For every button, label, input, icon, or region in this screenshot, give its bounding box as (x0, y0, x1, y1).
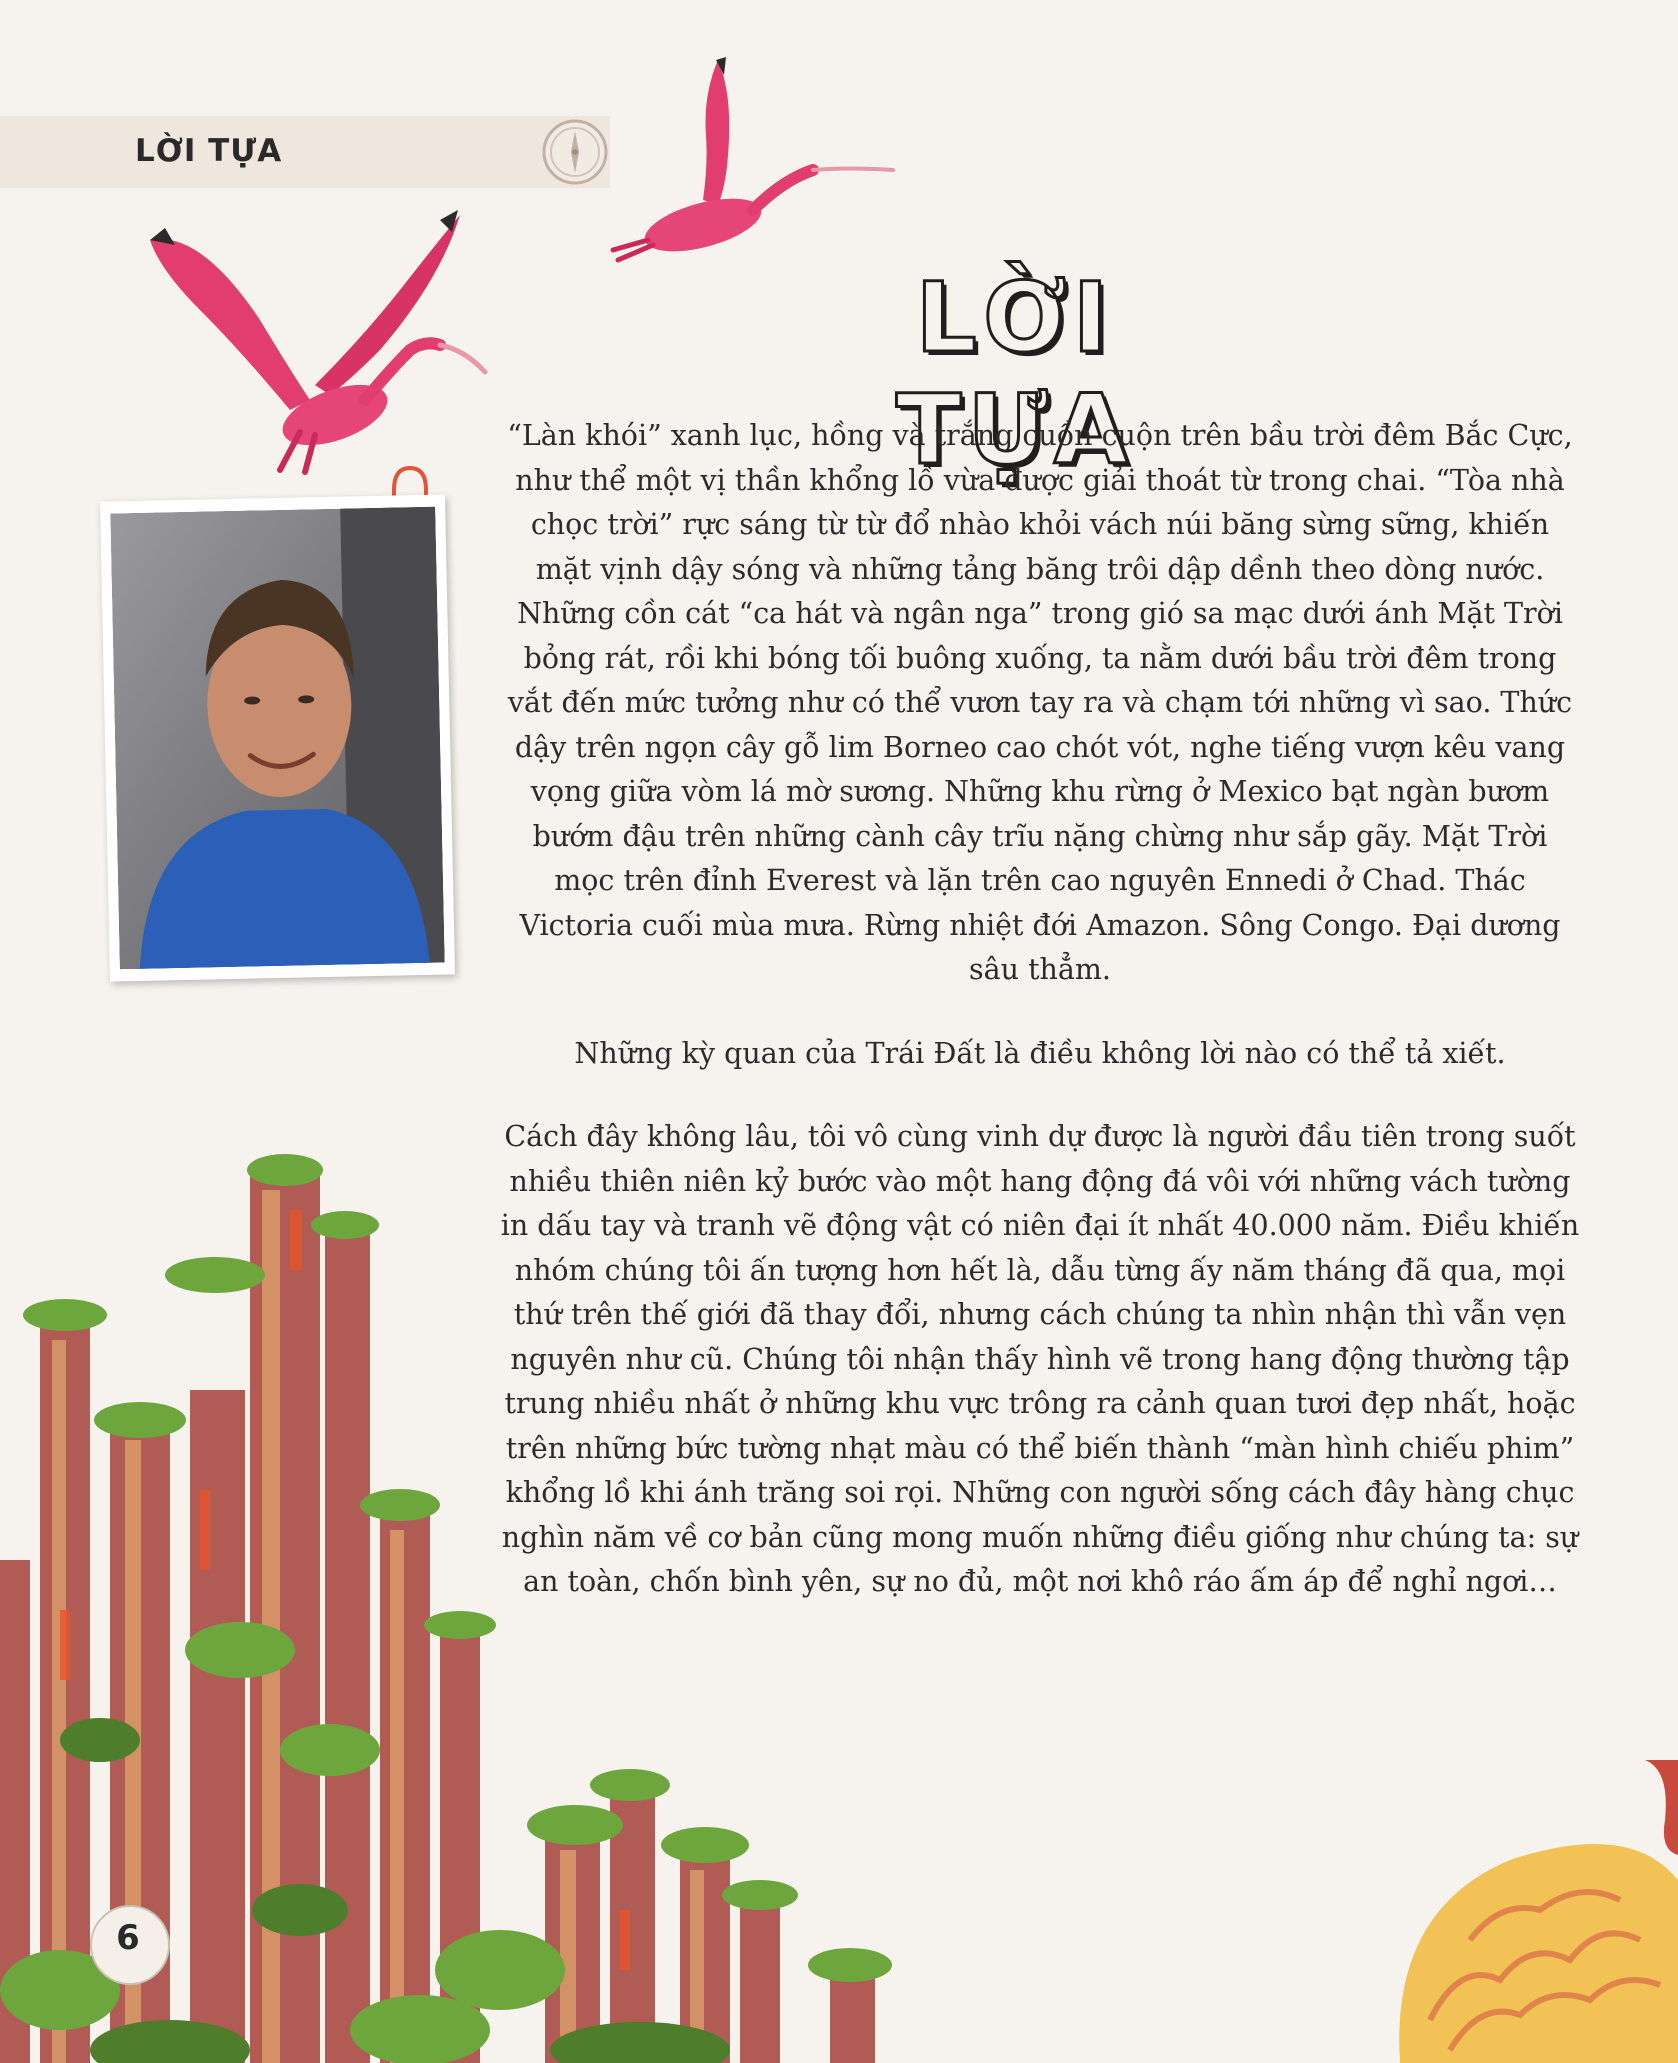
compass-icon (540, 117, 610, 187)
paragraph-intro: “Làn khói” xanh lục, hồng và trắng cuồn cuộn trên bầu trời đêm Bắc Cực, như thể một vị thần khổng lồ vừa được giải thoát từ trong chai. “Tòa nhà chọc trời” rực sáng từ từ đổ nhào khỏi vách núi băng sừng sững, khiến mặt vịnh dậy sóng và những tảng băng trôi dập dềnh theo dòng nước. Những cồn cát “ca hát và ngân nga” trong gió sa mạc dưới ánh Mặt Trời bỏng rát, rồi khi bóng tối buông xuống, ta nằm dưới bầu trời đêm trong vắt đến mức tưởng như có thể vươn tay ra và chạm tới những vì sao. Thức dậy trên ngọn cây gỗ lim Borneo cao chót vót, nghe tiếng vượn kêu vang vọng giữa vòm lá mờ sương. Những khu rừng ở Mexico bạt ngàn bươm bướm đậu trên những cành cây trĩu nặng chừng như sắp gãy. Mặt Trời mọc trên đỉnh Everest và lặn trên cao nguyên Ennedi ở Chad. Thác Victoria cuối mùa mưa. Rừng nhiệt đới Amazon. Sông Congo. Đại dương sâu thẳm. (507, 419, 1573, 986)
author-photo-frame (100, 494, 455, 981)
bird-illustration-right (608, 55, 898, 265)
section-header-band (0, 116, 610, 188)
author-photo (110, 507, 444, 970)
page-number: 6 (116, 1918, 140, 1958)
bird-illustration-left (140, 200, 490, 475)
paragraph-cave: Cách đây không lâu, tôi vô cùng vinh dự được là người đầu tiên trong suốt nhiều thiên niên kỷ bước vào một hang động đá vôi với những vách tường in dấu tay và tranh vẽ động vật có niên đại ít nhất 40.000 năm. Điều khiến nhóm chúng tôi ấn tượng hơn hết là, dẫu từng ấy năm tháng đã qua, mọi thứ trên thế giới đã thay đổi, nhưng cách chúng ta nhìn nhận thì vẫn vẹn nguyên như cũ. Chúng tôi nhận thấy hình vẽ trong hang động thường tập trung nhiều nhất ở những khu vực trông ra cảnh quan tươi đẹp nhất, hoặc trên những bức tường nhạt màu có thể biến thành “màn hình chiếu phim” khổng lồ khi ánh trăng soi rọi. Những con người sống cách đây hàng chục nghìn năm về cơ bản cũng mong muốn những điều giống như chúng ta: sự an toàn, chốn bình yên, sự no đủ, một nơi khô ráo ấm áp để nghỉ ngơi… (500, 1120, 1580, 1598)
section-label: LỜI TỰA (135, 133, 283, 169)
paragraph-wonders: Những kỳ quan của Trái Đất là điều không lời nào có thể tả xiết. (574, 1036, 1506, 1070)
coral-illustration (1380, 1760, 1678, 2063)
page-title: LỜI TỰA (896, 262, 1134, 486)
